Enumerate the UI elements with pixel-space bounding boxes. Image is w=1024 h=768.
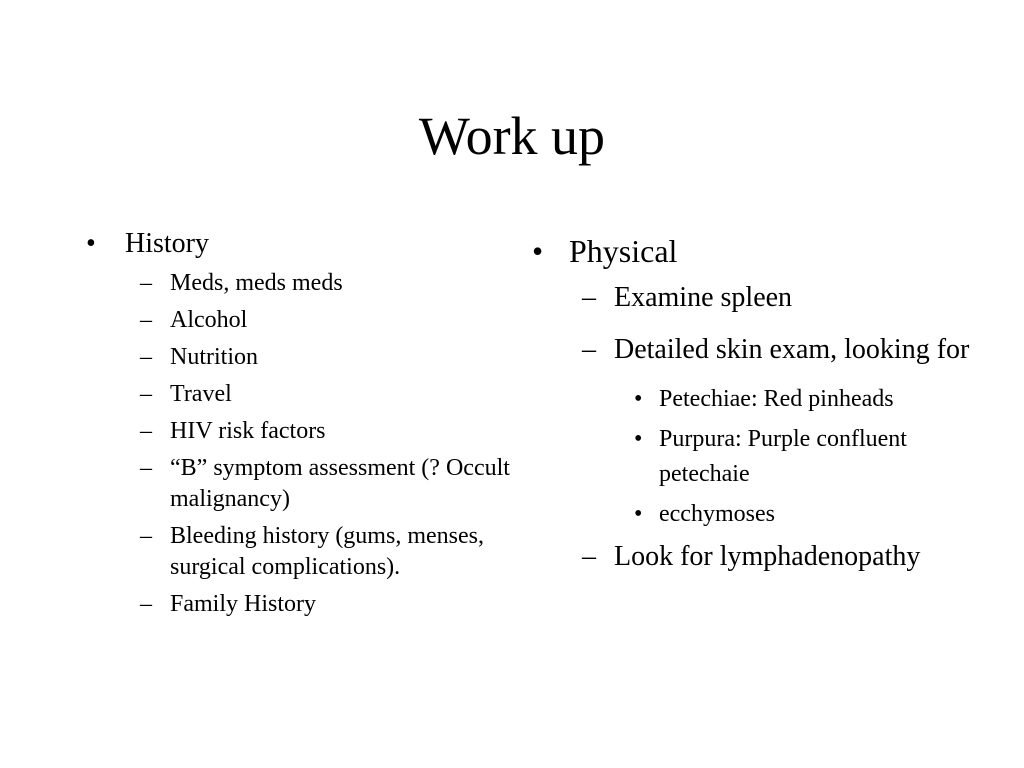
history-item-hiv [86,416,516,447]
physical-item-lymph [532,537,972,577]
history-item-text: Alcohol [170,307,248,333]
history-item-family [86,589,516,620]
physical-item-skin [532,330,972,370]
history-heading-item [86,226,516,262]
history-item-text: “B” symptom assessment (? Occult malignancy) [170,455,510,512]
history-item-b-symptom [86,453,516,515]
history-item-text: Bleeding history (gums, menses, surgical complications). [170,523,484,580]
dash-marker: – [140,418,152,444]
physical-heading-item [532,230,972,272]
history-heading: History [125,228,209,259]
slide-title: Work up [418,106,606,166]
physical-item-text: Detailed skin exam, looking for [614,334,970,365]
history-item-text: Family History [170,591,317,617]
history-item-nutrition [86,342,516,373]
skin-subitem-purpura [532,422,972,492]
bullet-marker: • [634,386,643,412]
dash-marker: – [140,270,152,296]
history-item-meds [86,268,516,299]
bullet-marker: • [532,233,544,269]
history-item-text: Nutrition [170,344,258,370]
dash-marker: – [582,282,596,313]
history-item-bleeding [86,521,516,583]
bullet-marker: • [86,228,96,259]
dash-marker: – [582,334,596,365]
skin-subitem-text: Petechiae: Red pinheads [659,386,894,412]
physical-item-text: Look for lymphadenopathy [614,541,921,572]
skin-subitem-ecchymoses [532,497,972,532]
dash-marker: – [140,455,152,481]
skin-subitem-text: ecchymoses [659,501,775,527]
physical-heading: Physical [569,233,678,269]
skin-subitem-text: Purpura: Purple confluent petechaie [659,426,907,487]
skin-subitem-petechiae [532,382,972,417]
physical-item-spleen [532,278,972,318]
dash-marker: – [140,381,152,407]
history-item-alcohol [86,305,516,336]
history-item-text: Travel [170,381,232,407]
history-column [86,226,516,626]
dash-marker: – [582,541,596,572]
dash-marker: – [140,523,152,549]
physical-item-text: Examine spleen [614,282,793,313]
history-item-travel [86,379,516,410]
history-item-text: HIV risk factors [170,418,326,444]
dash-marker: – [140,307,152,333]
physical-column [532,230,972,589]
history-item-text: Meds, meds meds [170,270,343,296]
dash-marker: – [140,344,152,370]
bullet-marker: • [634,501,643,527]
bullet-marker: • [634,426,643,452]
dash-marker: – [140,591,152,617]
